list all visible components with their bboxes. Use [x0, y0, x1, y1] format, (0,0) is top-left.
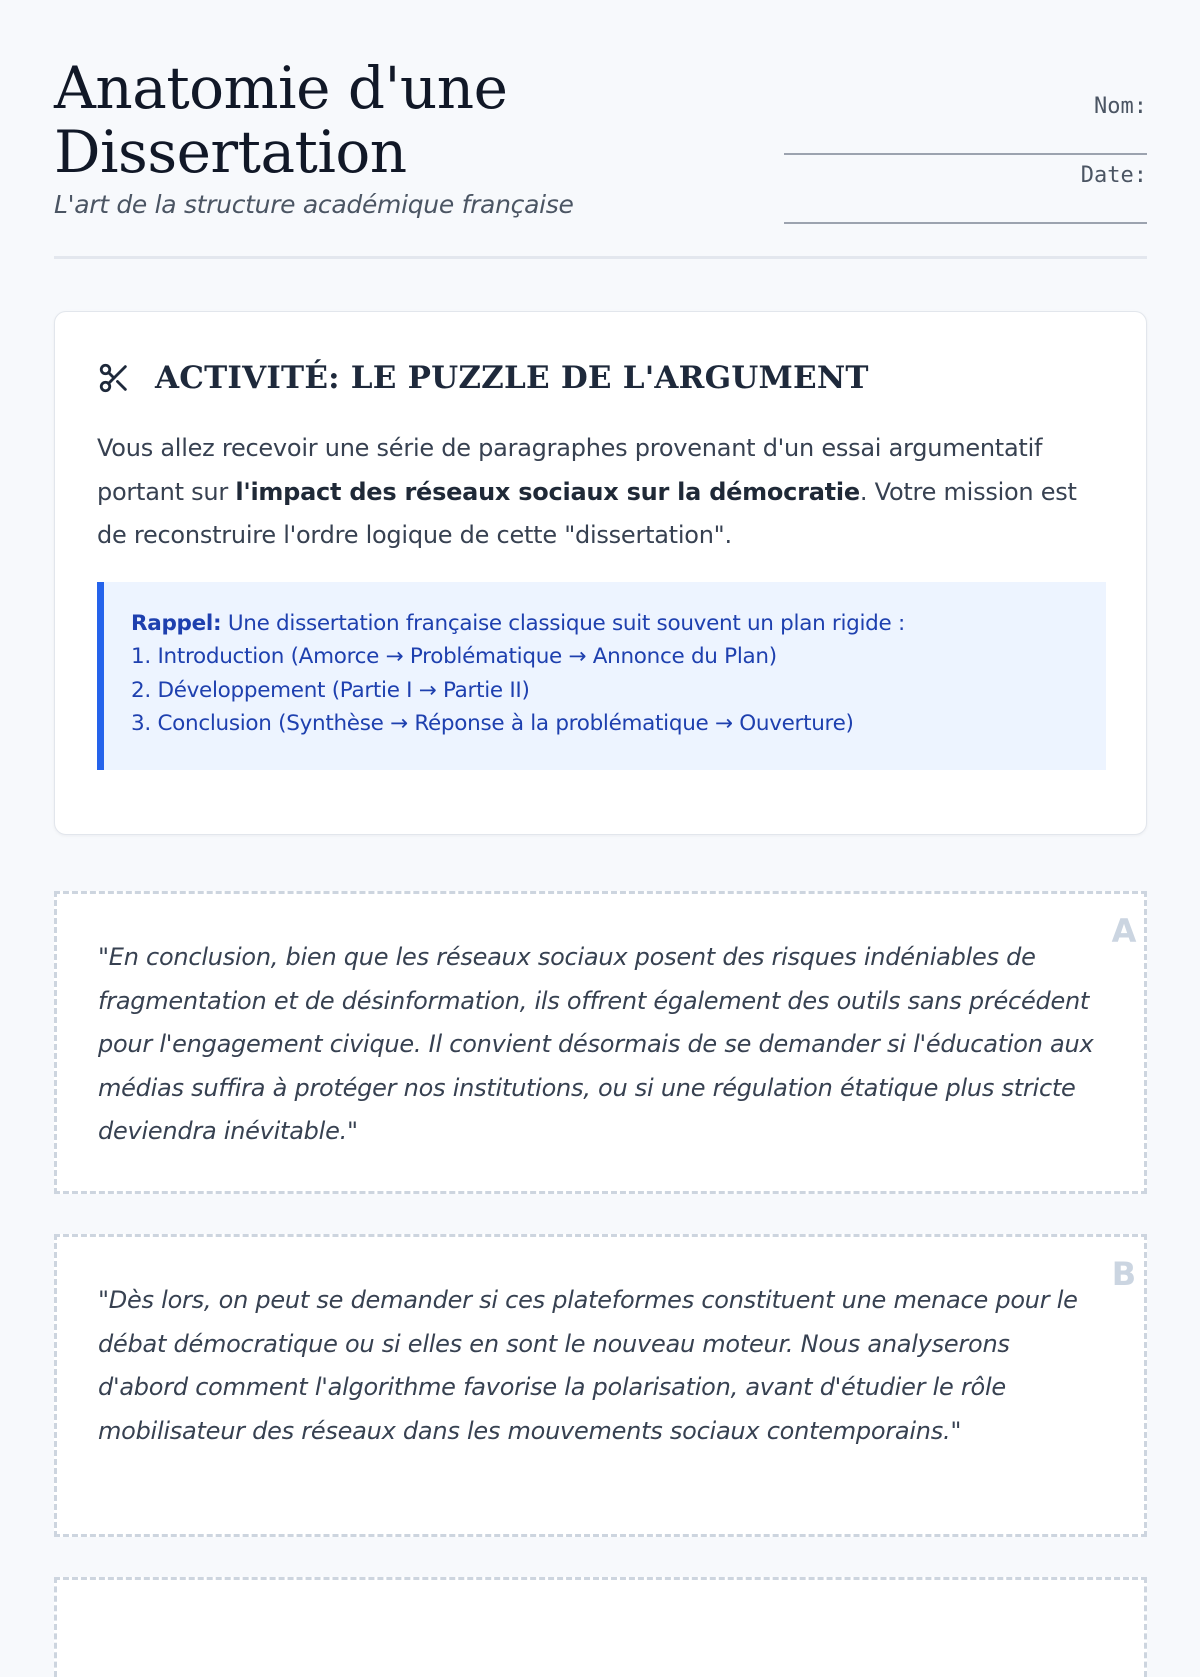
paragraph-fragment-a[interactable] [54, 891, 1147, 1194]
date-field[interactable] [784, 163, 1147, 224]
name-field[interactable] [784, 94, 1147, 155]
reminder-heading [131, 607, 1106, 640]
student-info [784, 94, 1147, 232]
title-line-1: Anatomie d'une [54, 54, 508, 122]
fragment-text: "Dès lors, on peut se demander si ces plateformes constituent une menace pour le débat démocratique ou si elles en sont le nouveau moteur. Nous analyserons d'abord comment l'algorithme favorise la polarisation, avant d'étudier le rôle mobilisateur des réseaux dans les mouvements sociaux contemporains." [98, 1286, 1078, 1445]
intro-text-start: Vous allez recevoir une série de paragraphes provenant d'un essai argumentatif portant sur [97, 434, 1043, 506]
page-title [54, 56, 507, 184]
plan-item: 2. Développement (Partie I → Partie II) [131, 677, 530, 703]
worksheet-page [54, 0, 1147, 1445]
activity-title: ACTIVITÉ: LE PUZZLE DE L'ARGUMENT [155, 360, 869, 396]
name-label: Nom: [1094, 94, 1147, 119]
activity-header [97, 358, 869, 398]
activity-card [54, 311, 1147, 835]
fragment-text: "En conclusion, bien que les réseaux sociaux posent des risques indéniables de fragmentation et de désinformation, ils offrent également des outils sans précédent pour l'engagement civique. Il convient désormais de se demander si l'éducation aux médias suffira à protéger nos institutions, ou si une régulation étatique plus stricte deviendra inévitable." [98, 943, 1094, 1145]
fragment-letter: A [1111, 912, 1137, 950]
reminder-label: Rappel: [131, 611, 222, 636]
paragraph-fragment-b[interactable] [54, 1234, 1147, 1537]
paragraph-fragment-c[interactable] [54, 1577, 1147, 1677]
fragment-letter: B [1111, 1255, 1137, 1293]
intro-text-end: . Votre mission est de reconstruire l'ordre logique de cette "dissertation". [97, 477, 1077, 549]
title-line-2: Dissertation [54, 118, 407, 186]
plan-item: 1. Introduction (Amorce → Problématique → Annonce du Plan) [131, 644, 777, 670]
date-label: Date: [1080, 163, 1147, 188]
page-header [54, 0, 1147, 259]
scissors-icon [97, 360, 131, 396]
intro-topic: l'impact des réseaux sociaux sur la démocratie [235, 477, 860, 506]
activity-instructions [97, 427, 1107, 558]
reminder-text: Une dissertation française classique suit souvent un plan rigide : [221, 611, 905, 636]
page-subtitle: L'art de la structure académique française [54, 190, 574, 219]
plan-item: 3. Conclusion (Synthèse → Réponse à la problématique → Ouverture) [131, 710, 854, 736]
reminder-box [97, 582, 1106, 770]
